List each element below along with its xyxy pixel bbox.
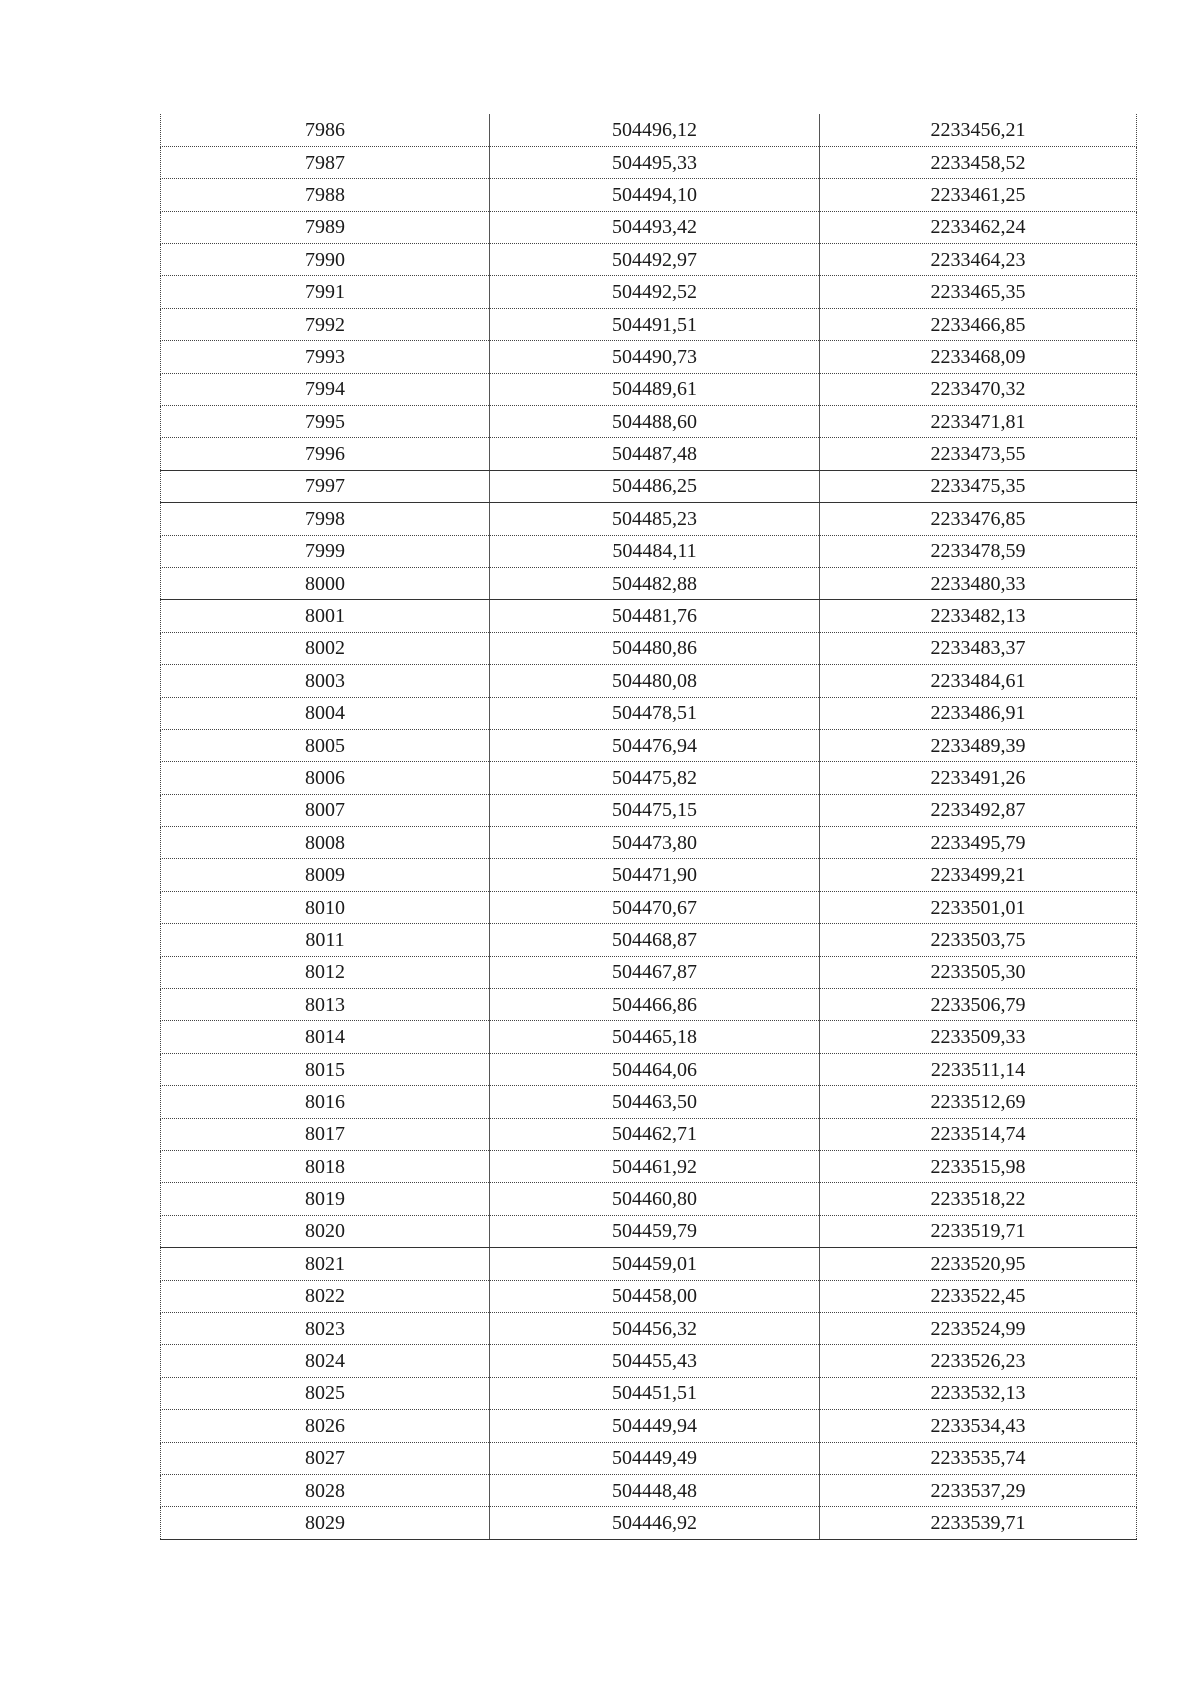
x-coordinate-cell: 504490,73: [490, 341, 820, 373]
point-number-cell: 8014: [161, 1021, 490, 1053]
point-number-cell: 8009: [161, 859, 490, 891]
y-coordinate-cell: 2233482,13: [820, 600, 1137, 632]
x-coordinate-cell: 504473,80: [490, 827, 820, 859]
table-row: [161, 1021, 1137, 1053]
point-number-cell: 7997: [161, 470, 490, 502]
x-coordinate-cell: 504478,51: [490, 697, 820, 729]
y-coordinate-cell: 2233512,69: [820, 1086, 1137, 1118]
point-number-cell: 8013: [161, 989, 490, 1021]
x-coordinate-cell: 504446,92: [490, 1507, 820, 1539]
x-coordinate-cell: 504448,48: [490, 1474, 820, 1506]
table-row: [161, 1248, 1137, 1280]
table-row: [161, 665, 1137, 697]
table-row: [161, 1053, 1137, 1085]
y-coordinate-cell: 2233456,21: [820, 114, 1137, 146]
x-coordinate-cell: 504482,88: [490, 567, 820, 599]
x-coordinate-cell: 504465,18: [490, 1021, 820, 1053]
y-coordinate-cell: 2233539,71: [820, 1507, 1137, 1539]
x-coordinate-cell: 504481,76: [490, 600, 820, 632]
table-row: [161, 600, 1137, 632]
table-row: [161, 891, 1137, 923]
x-coordinate-cell: 504486,25: [490, 470, 820, 502]
point-number-cell: 8028: [161, 1474, 490, 1506]
point-number-cell: 8016: [161, 1086, 490, 1118]
y-coordinate-cell: 2233519,71: [820, 1215, 1137, 1247]
point-number-cell: 8015: [161, 1053, 490, 1085]
x-coordinate-cell: 504475,82: [490, 762, 820, 794]
x-coordinate-cell: 504496,12: [490, 114, 820, 146]
y-coordinate-cell: 2233484,61: [820, 665, 1137, 697]
x-coordinate-cell: 504458,00: [490, 1280, 820, 1312]
y-coordinate-cell: 2233489,39: [820, 729, 1137, 761]
point-number-cell: 7987: [161, 146, 490, 178]
table-row: [161, 859, 1137, 891]
y-coordinate-cell: 2233518,22: [820, 1183, 1137, 1215]
table-row: [161, 1215, 1137, 1247]
table-row: [161, 308, 1137, 340]
table-row: [161, 1377, 1137, 1409]
table-row: [161, 1183, 1137, 1215]
x-coordinate-cell: 504494,10: [490, 179, 820, 211]
x-coordinate-cell: 504492,97: [490, 244, 820, 276]
y-coordinate-cell: 2233495,79: [820, 827, 1137, 859]
y-coordinate-cell: 2233503,75: [820, 924, 1137, 956]
point-number-cell: 7986: [161, 114, 490, 146]
point-number-cell: 8002: [161, 632, 490, 664]
table-row: [161, 1086, 1137, 1118]
point-number-cell: 8017: [161, 1118, 490, 1150]
table-row: [161, 1410, 1137, 1442]
y-coordinate-cell: 2233526,23: [820, 1345, 1137, 1377]
y-coordinate-cell: 2233473,55: [820, 438, 1137, 470]
x-coordinate-cell: 504480,86: [490, 632, 820, 664]
coordinate-table: [160, 114, 1137, 1540]
x-coordinate-cell: 504451,51: [490, 1377, 820, 1409]
table-row: [161, 503, 1137, 535]
point-number-cell: 8018: [161, 1151, 490, 1183]
x-coordinate-cell: 504459,01: [490, 1248, 820, 1280]
point-number-cell: 7989: [161, 211, 490, 243]
x-coordinate-cell: 504466,86: [490, 989, 820, 1021]
table-row: [161, 1312, 1137, 1344]
y-coordinate-cell: 2233462,24: [820, 211, 1137, 243]
point-number-cell: 8021: [161, 1248, 490, 1280]
x-coordinate-cell: 504493,42: [490, 211, 820, 243]
x-coordinate-cell: 504480,08: [490, 665, 820, 697]
table-row: [161, 179, 1137, 211]
y-coordinate-cell: 2233506,79: [820, 989, 1137, 1021]
point-number-cell: 8022: [161, 1280, 490, 1312]
table-row: [161, 1474, 1137, 1506]
table-row: [161, 244, 1137, 276]
point-number-cell: 7993: [161, 341, 490, 373]
y-coordinate-cell: 2233461,25: [820, 179, 1137, 211]
table-row: [161, 989, 1137, 1021]
point-number-cell: 7992: [161, 308, 490, 340]
x-coordinate-cell: 504487,48: [490, 438, 820, 470]
point-number-cell: 7990: [161, 244, 490, 276]
x-coordinate-cell: 504455,43: [490, 1345, 820, 1377]
y-coordinate-cell: 2233532,13: [820, 1377, 1137, 1409]
x-coordinate-cell: 504468,87: [490, 924, 820, 956]
point-number-cell: 8025: [161, 1377, 490, 1409]
table-row: [161, 567, 1137, 599]
table-row: [161, 341, 1137, 373]
table-row: [161, 924, 1137, 956]
x-coordinate-cell: 504470,67: [490, 891, 820, 923]
table-row: [161, 827, 1137, 859]
table-row: [161, 114, 1137, 146]
y-coordinate-cell: 2233464,23: [820, 244, 1137, 276]
y-coordinate-cell: 2233535,74: [820, 1442, 1137, 1474]
point-number-cell: 7991: [161, 276, 490, 308]
coordinate-table-body: [161, 114, 1137, 1539]
point-number-cell: 8019: [161, 1183, 490, 1215]
x-coordinate-cell: 504495,33: [490, 146, 820, 178]
y-coordinate-cell: 2233465,35: [820, 276, 1137, 308]
y-coordinate-cell: 2233515,98: [820, 1151, 1137, 1183]
y-coordinate-cell: 2233511,14: [820, 1053, 1137, 1085]
point-number-cell: 8024: [161, 1345, 490, 1377]
table-row: [161, 1507, 1137, 1539]
x-coordinate-cell: 504475,15: [490, 794, 820, 826]
table-row: [161, 406, 1137, 438]
table-row: [161, 956, 1137, 988]
point-number-cell: 8001: [161, 600, 490, 632]
point-number-cell: 8008: [161, 827, 490, 859]
y-coordinate-cell: 2233478,59: [820, 535, 1137, 567]
y-coordinate-cell: 2233534,43: [820, 1410, 1137, 1442]
table-row: [161, 794, 1137, 826]
point-number-cell: 7998: [161, 503, 490, 535]
table-row: [161, 470, 1137, 502]
point-number-cell: 8007: [161, 794, 490, 826]
point-number-cell: 8023: [161, 1312, 490, 1344]
y-coordinate-cell: 2233470,32: [820, 373, 1137, 405]
table-row: [161, 1280, 1137, 1312]
y-coordinate-cell: 2233458,52: [820, 146, 1137, 178]
point-number-cell: 7994: [161, 373, 490, 405]
point-number-cell: 7996: [161, 438, 490, 470]
table-row: [161, 762, 1137, 794]
point-number-cell: 8004: [161, 697, 490, 729]
point-number-cell: 8000: [161, 567, 490, 599]
point-number-cell: 7999: [161, 535, 490, 567]
point-number-cell: 8003: [161, 665, 490, 697]
table-row: [161, 535, 1137, 567]
table-row: [161, 146, 1137, 178]
y-coordinate-cell: 2233520,95: [820, 1248, 1137, 1280]
y-coordinate-cell: 2233492,87: [820, 794, 1137, 826]
x-coordinate-cell: 504459,79: [490, 1215, 820, 1247]
y-coordinate-cell: 2233499,21: [820, 859, 1137, 891]
table-row: [161, 1118, 1137, 1150]
table-row: [161, 276, 1137, 308]
point-number-cell: 8026: [161, 1410, 490, 1442]
point-number-cell: 7988: [161, 179, 490, 211]
y-coordinate-cell: 2233466,85: [820, 308, 1137, 340]
y-coordinate-cell: 2233475,35: [820, 470, 1137, 502]
table-row: [161, 632, 1137, 664]
y-coordinate-cell: 2233514,74: [820, 1118, 1137, 1150]
x-coordinate-cell: 504484,11: [490, 535, 820, 567]
x-coordinate-cell: 504492,52: [490, 276, 820, 308]
x-coordinate-cell: 504485,23: [490, 503, 820, 535]
x-coordinate-cell: 504460,80: [490, 1183, 820, 1215]
y-coordinate-cell: 2233468,09: [820, 341, 1137, 373]
x-coordinate-cell: 504449,49: [490, 1442, 820, 1474]
table-row: [161, 373, 1137, 405]
y-coordinate-cell: 2233524,99: [820, 1312, 1137, 1344]
x-coordinate-cell: 504464,06: [490, 1053, 820, 1085]
y-coordinate-cell: 2233505,30: [820, 956, 1137, 988]
point-number-cell: 8027: [161, 1442, 490, 1474]
y-coordinate-cell: 2233483,37: [820, 632, 1137, 664]
table-row: [161, 697, 1137, 729]
y-coordinate-cell: 2233471,81: [820, 406, 1137, 438]
y-coordinate-cell: 2233486,91: [820, 697, 1137, 729]
x-coordinate-cell: 504471,90: [490, 859, 820, 891]
point-number-cell: 8011: [161, 924, 490, 956]
point-number-cell: 8012: [161, 956, 490, 988]
point-number-cell: 8010: [161, 891, 490, 923]
table-row: [161, 729, 1137, 761]
x-coordinate-cell: 504449,94: [490, 1410, 820, 1442]
x-coordinate-cell: 504461,92: [490, 1151, 820, 1183]
table-row: [161, 211, 1137, 243]
table-row: [161, 438, 1137, 470]
x-coordinate-cell: 504456,32: [490, 1312, 820, 1344]
table-row: [161, 1345, 1137, 1377]
y-coordinate-cell: 2233480,33: [820, 567, 1137, 599]
table-row: [161, 1442, 1137, 1474]
y-coordinate-cell: 2233522,45: [820, 1280, 1137, 1312]
x-coordinate-cell: 504491,51: [490, 308, 820, 340]
point-number-cell: 8006: [161, 762, 490, 794]
x-coordinate-cell: 504476,94: [490, 729, 820, 761]
y-coordinate-cell: 2233476,85: [820, 503, 1137, 535]
x-coordinate-cell: 504489,61: [490, 373, 820, 405]
y-coordinate-cell: 2233491,26: [820, 762, 1137, 794]
table-row: [161, 1151, 1137, 1183]
y-coordinate-cell: 2233509,33: [820, 1021, 1137, 1053]
point-number-cell: 8005: [161, 729, 490, 761]
x-coordinate-cell: 504488,60: [490, 406, 820, 438]
x-coordinate-cell: 504467,87: [490, 956, 820, 988]
x-coordinate-cell: 504463,50: [490, 1086, 820, 1118]
y-coordinate-cell: 2233537,29: [820, 1474, 1137, 1506]
y-coordinate-cell: 2233501,01: [820, 891, 1137, 923]
point-number-cell: 8029: [161, 1507, 490, 1539]
x-coordinate-cell: 504462,71: [490, 1118, 820, 1150]
point-number-cell: 7995: [161, 406, 490, 438]
point-number-cell: 8020: [161, 1215, 490, 1247]
